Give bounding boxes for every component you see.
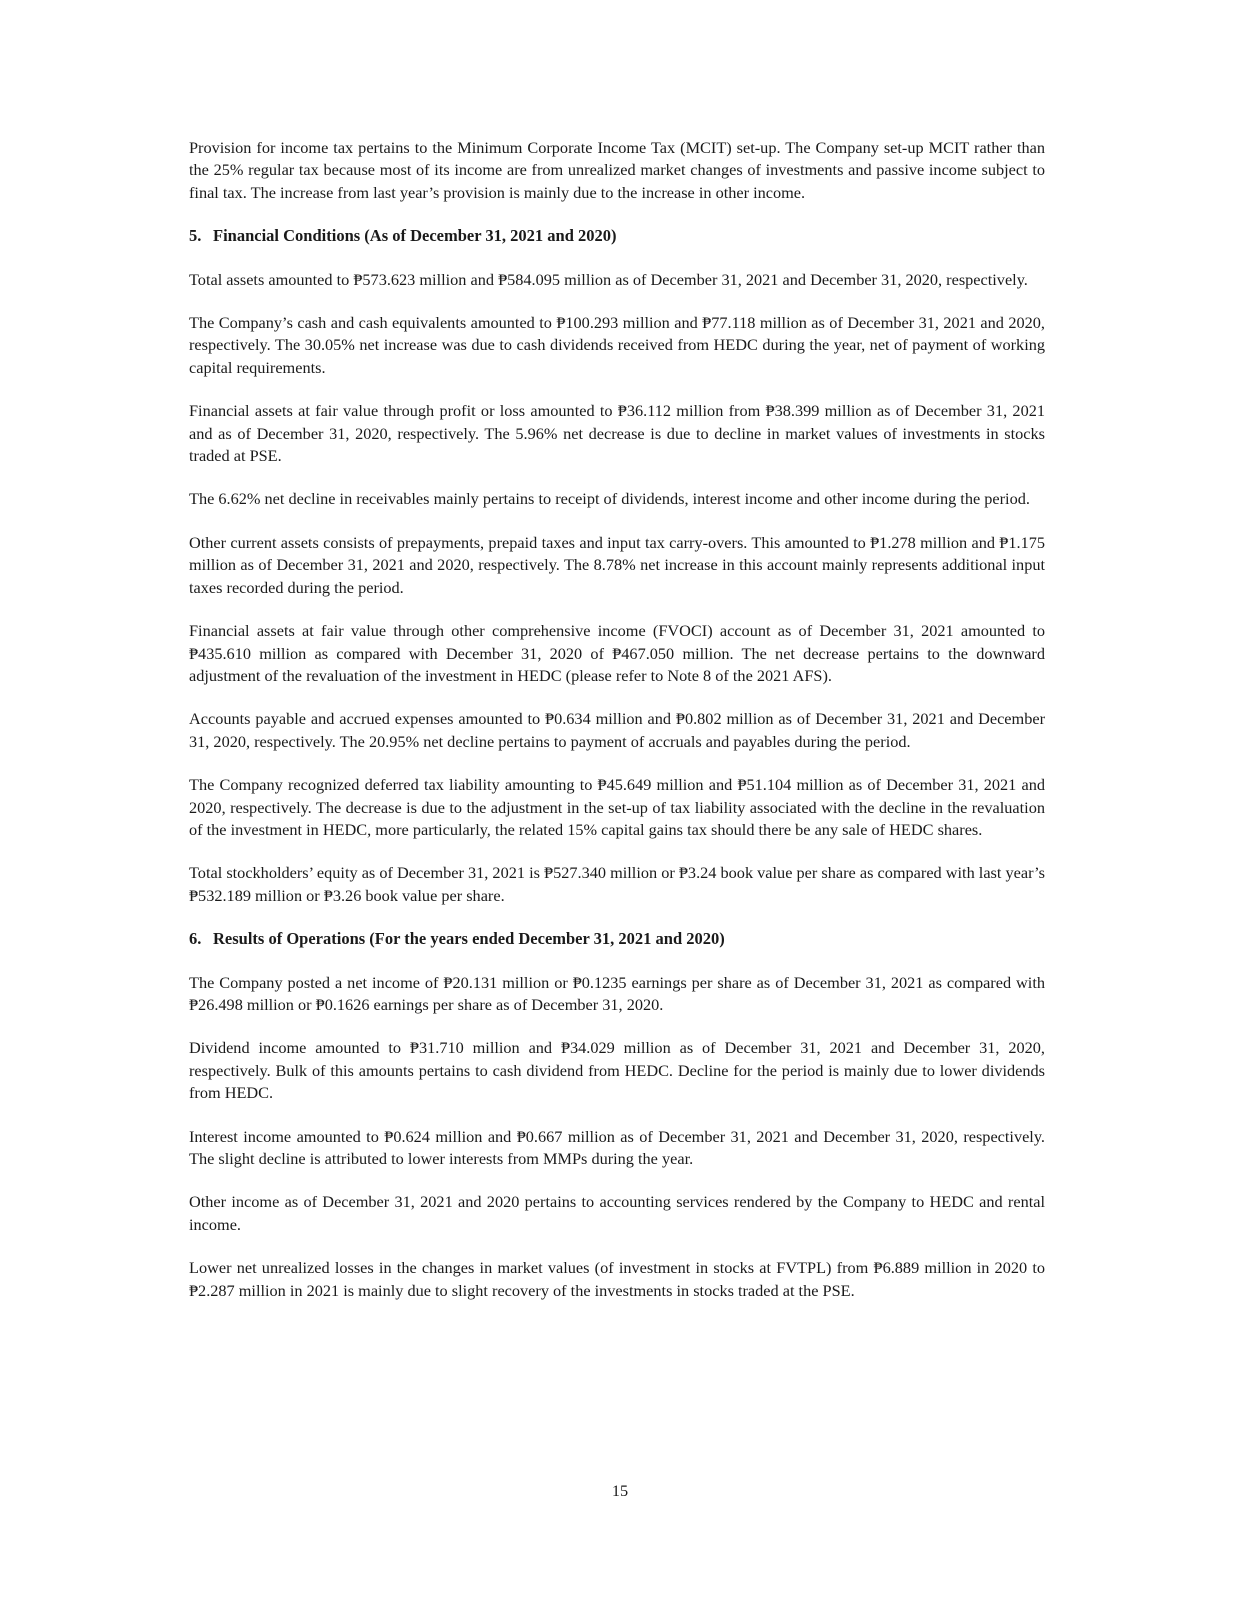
section-5-number: 5. <box>189 226 202 246</box>
section-5-title: Financial Conditions (As of December 31, 2021 and 2020) <box>213 226 617 246</box>
paragraph-total-assets: Total assets amounted to ₱573.623 million and ₱584.095 million as of December 31, 2021 and December 31, 2020, respectively. <box>189 269 1028 289</box>
paragraph-accounts-payable: Accounts payable and accrued expenses amounted to ₱0.634 million and ₱0.802 million as of December 31, 2021 and December 31, 2020, respectively. The 20.95% net decline pertains to payment of accruals and payables during the period. <box>189 709 1045 751</box>
paragraph-deferred-tax: The Company recognized deferred tax liability amounting to ₱45.649 million and ₱51.104 million as of December 31, 2021 and 2020, respectively. The decrease is due to the adjustment in the set-up of tax liability associated with the decline in the revaluation of the investment in HEDC, more particularly, the related 15% capital gains tax should there be any sale of HEDC shares. <box>189 775 1045 839</box>
paragraph-interest-income: Interest income amounted to ₱0.624 million and ₱0.667 million as of December 31, 2021 and December 31, 2020, respectively. The slight decline is attributed to lower interests from MMPs during the year. <box>189 1126 1045 1168</box>
paragraph-other-income: Other income as of December 31, 2021 and 2020 pertains to accounting services rendered by the Company to HEDC and rental income. <box>189 1192 1045 1234</box>
paragraph-receivables: The 6.62% net decline in receivables mainly pertains to receipt of dividends, interest income and other income during the period. <box>189 489 1030 509</box>
section-6-number: 6. <box>189 929 202 949</box>
paragraph-dividend-income: Dividend income amounted to ₱31.710 million and ₱34.029 million as of December 31, 2021 and December 31, 2020, respectively. Bulk of this amounts pertains to cash dividend from HEDC. Decline for the period is mainly due to lower dividends from HEDC. <box>189 1038 1045 1103</box>
paragraph-fvtpl-assets: Financial assets at fair value through profit or loss amounted to ₱36.112 million from ₱38.399 million as of December 31, 2021 and as of December 31, 2020, respectively. The 5.96% net decrease is due to decline in market values of investments in stocks traded at PSE. <box>189 401 1045 466</box>
paragraph-unrealized-losses: Lower net unrealized losses in the changes in market values (of investment in stocks at FVTPL) from ₱6.889 million in 2020 to ₱2.287 million in 2021 is mainly due to slight recovery of the investments in stocks traded at the PSE. <box>189 1258 1045 1300</box>
paragraph-mcit-provision: Provision for income tax pertains to the Minimum Corporate Income Tax (MCIT) set-up. The Company set-up MCIT rather than the 25% regular tax because most of its income are from unrealized market changes of investments and passive income subject to final tax. The increase from last year’s provision is mainly due to the increase in other income. <box>189 138 1045 202</box>
section-5-heading <box>189 225 1045 247</box>
page-number: 15 <box>611 1481 629 1500</box>
section-6-heading <box>189 928 1045 950</box>
section-6-title: Results of Operations (For the years ended December 31, 2021 and 2020) <box>213 929 725 949</box>
paragraph-fvoci-assets: Financial assets at fair value through other comprehensive income (FVOCI) account as of December 31, 2021 amounted to ₱435.610 million as compared with December 31, 2020 of ₱467.050 million. The net decrease pertains to the downward adjustment of the revaluation of the investment in HEDC (please refer to Note 8 of the 2021 AFS). <box>189 621 1045 685</box>
paragraph-cash-equivalents: The Company’s cash and cash equivalents amounted to ₱100.293 million and ₱77.118 million as of December 31, 2021 and 2020, respectively. The 30.05% net increase was due to cash dividends received from HEDC during the year, net of payment of working capital requirements. <box>189 313 1045 377</box>
paragraph-net-income: The Company posted a net income of ₱20.131 million or ₱0.1235 earnings per share as of December 31, 2021 as compared with ₱26.498 million or ₱0.1626 earnings per share as of December 31, 2020. <box>189 972 1045 1014</box>
page-content <box>189 137 1045 1323</box>
paragraph-stockholders-equity: Total stockholders’ equity as of December 31, 2021 is ₱527.340 million or ₱3.24 book value per share as compared with last year’s ₱532.189 million or ₱3.26 book value per share. <box>189 863 1045 905</box>
paragraph-other-current-assets: Other current assets consists of prepayments, prepaid taxes and input tax carry-overs. This amounted to ₱1.278 million and ₱1.175 million as of December 31, 2021 and 2020, respectively. The 8.78% net increase in this account mainly represents additional input taxes recorded during the period. <box>189 532 1045 597</box>
